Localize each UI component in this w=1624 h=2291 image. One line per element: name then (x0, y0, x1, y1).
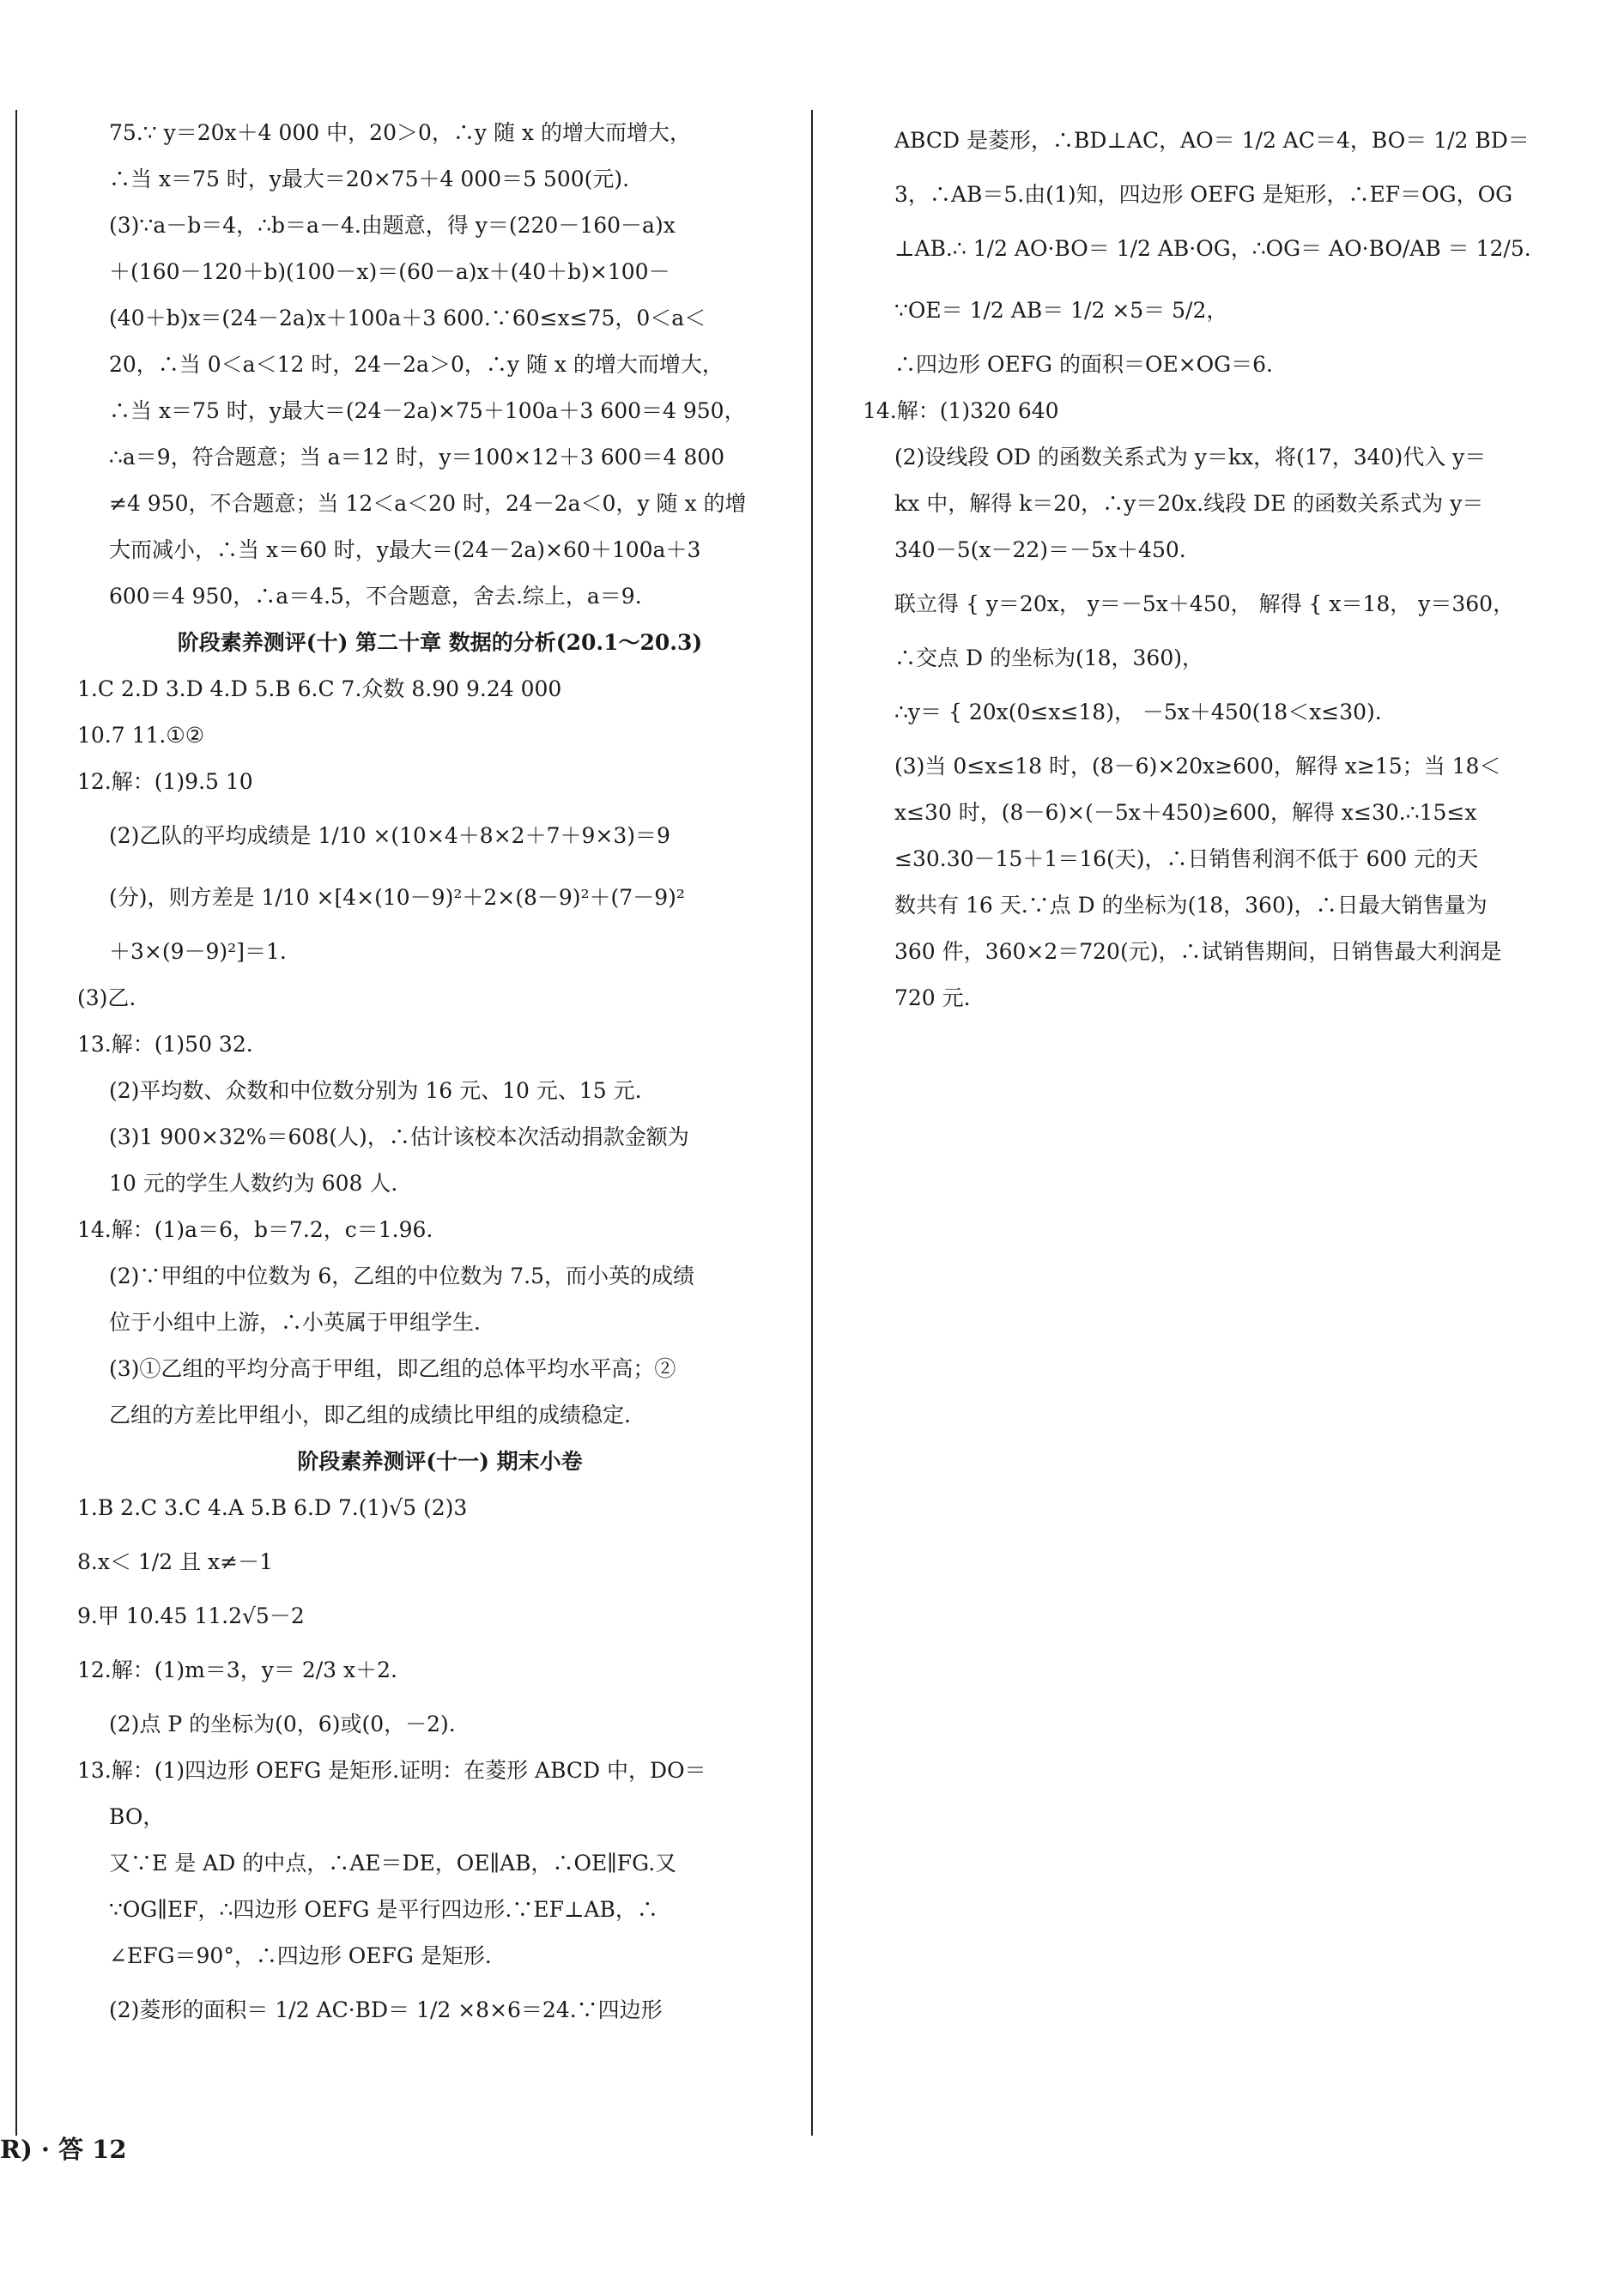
answer-line: ∴交点 D 的坐标为(18，360)， (894, 645, 1203, 670)
answer-line: 340－5(x－22)＝－5x＋450. (894, 537, 1186, 562)
answer-line: (2)∵甲组的中位数为 6，乙组的中位数为 7.5，而小英的成绩 (109, 1264, 694, 1288)
right-answer-column (863, 110, 1584, 1021)
answer-line: (3)乙. (77, 985, 136, 1010)
answer-line: ∴y＝ { 20x(0≤x≤18)， －5x＋450(18＜x≤30). (894, 700, 1382, 724)
answer-line: 8.x＜ 1/2 且 x≠－1 (77, 1549, 273, 1574)
answer-line: 大而减小，∴当 x＝60 时，y最大＝(24－2a)×60＋100a＋3 (109, 537, 701, 562)
answer-line: ＋(160－120＋b)(100－x)＝(60－a)x＋(40＋b)×100－ (109, 259, 670, 284)
answer-line: 数共有 16 天.∵点 D 的坐标为(18，360)，∴日最大销售量为 (894, 893, 1488, 918)
answer-line: 10.7 11.①② (77, 723, 205, 748)
answer-line: (2)点 P 的坐标为(0，6)或(0，－2). (109, 1712, 456, 1736)
answer-line: (3)∵a－b＝4，∴b＝a－4.由题意，得 y＝(220－160－a)x (109, 213, 676, 238)
answer-line: 联立得 { y＝20x， y＝－5x＋450， 解得 { x＝18， y＝360， (894, 591, 1515, 616)
left-answer-column (77, 110, 803, 2041)
answer-line: 20，∴当 0＜a＜12 时，24－2a＞0，∴y 随 x 的增大而增大， (109, 352, 724, 377)
answer-line: 75.∵ y＝20x＋4 000 中，20＞0，∴y 随 x 的增大而增大， (109, 120, 691, 145)
answer-line: 600＝4 950，∴a＝4.5，不合题意，舍去.综上，a＝9. (109, 584, 642, 609)
answer-line: (分)，则方差是 1/10 ×[4×(10－9)²＋2×(8－9)²＋(7－9)² (109, 885, 685, 910)
answer-line: ∴当 x＝75 时，y最大＝20×75＋4 000＝5 500(元). (109, 167, 630, 191)
answer-line: 12.解：(1)9.5 10 (77, 769, 253, 794)
answer-line: 13.解：(1)50 32. (77, 1032, 253, 1057)
answer-line: ∵OG∥EF，∴四边形 OEFG 是平行四边形.∵EF⊥AB，∴ (109, 1897, 658, 1922)
section-heading: 阶段素养测评(十一) 期末小卷 (297, 1449, 583, 1474)
answer-line: 乙组的方差比甲组小，即乙组的成绩比甲组的成绩稳定. (109, 1403, 631, 1427)
answer-line: 14.解：(1)a＝6，b＝7.2，c＝1.96. (77, 1217, 433, 1242)
answer-line: ∴a＝9，符合题意；当 a＝12 时，y＝100×12＋3 600＝4 800 (109, 445, 725, 470)
answer-line: 1.C 2.D 3.D 4.D 5.B 6.C 7.众数 8.90 9.24 000 (77, 676, 562, 701)
answer-line: ABCD 是菱形，∴BD⊥AC，AO＝ 1/2 AC＝4，BO＝ 1/2 BD＝ (894, 128, 1530, 153)
answer-line: 位于小组中上游，∴小英属于甲组学生. (109, 1310, 481, 1335)
column-divider (811, 110, 813, 2136)
answer-line: 9.甲 10.45 11.2√5－2 (77, 1603, 305, 1628)
answer-line: ≠4 950，不合题意；当 12＜a＜20 时，24－2a＜0，y 随 x 的增 (109, 491, 747, 516)
left-margin-rule (15, 110, 17, 2136)
answer-line: 10 元的学生人数约为 608 人. (109, 1171, 398, 1196)
answer-line: BO， (109, 1804, 165, 1829)
answer-line: kx 中，解得 k＝20，∴y＝20x.线段 DE 的函数关系式为 y＝ (894, 491, 1484, 516)
answer-line: (3)当 0≤x≤18 时，(8－6)×20x≥600，解得 x≥15；当 18＜ (894, 754, 1501, 779)
answer-line: (40＋b)x＝(24－2a)x＋100a＋3 600.∵60≤x≤75，0＜a＜ (109, 306, 706, 330)
answer-line: (2)设线段 OD 的函数关系式为 y＝kx，将(17，340)代入 y＝ (894, 445, 1487, 470)
answer-line: (3)1 900×32%＝608(人)，∴估计该校本次活动捐款金额为 (109, 1124, 689, 1149)
answer-line: 3，∴AB＝5.由(1)知，四边形 OEFG 是矩形，∴EF＝OG，OG (894, 182, 1513, 207)
answer-line: ∠EFG＝90°，∴四边形 OEFG 是矩形. (109, 1943, 492, 1968)
answer-line: 360 件，360×2＝720(元)，∴试销售期间，日销售最大利润是 (894, 939, 1502, 964)
page-footer: R) · 答 12 (0, 2135, 127, 2164)
answer-line: ⊥AB.∴ 1/2 AO·BO＝ 1/2 AB·OG，∴OG＝ AO·BO/AB ＝ 12/5. (894, 236, 1531, 261)
answer-line: ≤30.30－15＋1＝16(天)，∴日销售利润不低于 600 元的天 (894, 846, 1479, 871)
section-heading: 阶段素养测评(十) 第二十章 数据的分析(20.1～20.3) (177, 630, 703, 655)
answer-line: 1.B 2.C 3.C 4.A 5.B 6.D 7.(1)√5 (2)3 (77, 1495, 468, 1520)
answer-line: (3)①乙组的平均分高于甲组，即乙组的总体平均水平高；② (109, 1356, 676, 1381)
answer-line: ∴四边形 OEFG 的面积＝OE×OG＝6. (894, 352, 1273, 377)
answer-line: (2)菱形的面积＝ 1/2 AC·BD＝ 1/2 ×8×6＝24.∵四边形 (109, 1997, 663, 2022)
answer-line: 12.解：(1)m＝3，y＝ 2/3 x＋2. (77, 1658, 397, 1682)
answer-line: 13.解：(1)四边形 OEFG 是矩形.证明：在菱形 ABCD 中，DO＝ (77, 1758, 706, 1783)
answer-line: (2)乙队的平均成绩是 1/10 ×(10×4＋8×2＋7＋9×3)＝9 (109, 823, 670, 848)
answer-line: 又∵E 是 AD 的中点，∴AE＝DE，OE∥AB，∴OE∥FG.又 (109, 1851, 677, 1876)
answer-line: 14.解：(1)320 640 (863, 398, 1059, 423)
answer-line: ∵OE＝ 1/2 AB＝ 1/2 ×5＝ 5/2， (894, 298, 1228, 323)
answer-line: ＋3×(9－9)²]＝1. (109, 939, 287, 964)
answer-line: (2)平均数、众数和中位数分别为 16 元、10 元、15 元. (109, 1078, 642, 1103)
answer-line: 720 元. (894, 985, 971, 1010)
answer-line: x≤30 时，(8－6)×(－5x＋450)≥600，解得 x≤30.∴15≤x (894, 800, 1477, 825)
answer-line: ∴当 x＝75 时，y最大＝(24－2a)×75＋100a＋3 600＝4 950， (109, 398, 746, 423)
